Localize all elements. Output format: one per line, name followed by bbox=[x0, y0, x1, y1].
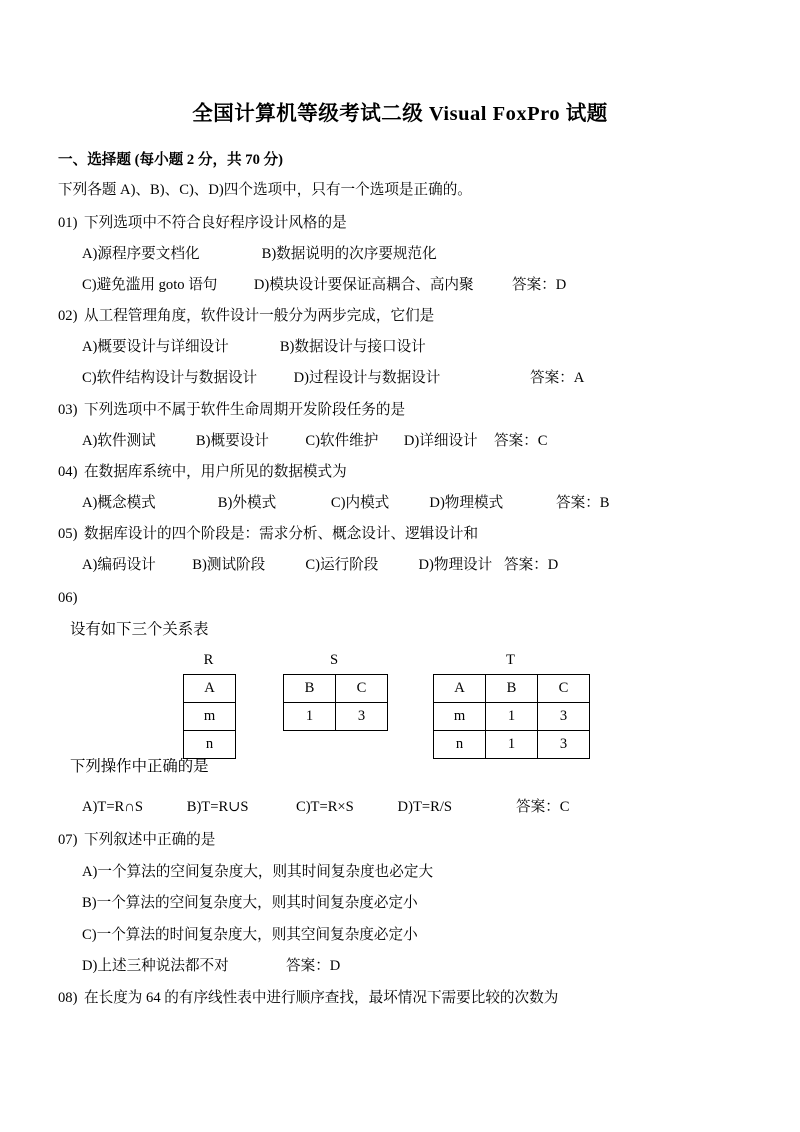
relation-s-label: S bbox=[329, 652, 339, 668]
question-03-answer: 答案：C bbox=[494, 433, 548, 449]
question-08-stem: 在长度为 64 的有序线性表中进行顺序查找，最坏情况下需要比较的次数为 bbox=[84, 990, 559, 1006]
relation-r-label: R bbox=[203, 652, 214, 668]
question-04-number: 04) bbox=[58, 464, 78, 480]
question-06-intro: 设有如下三个关系表 bbox=[70, 621, 209, 638]
question-04-stem: 在数据库系统中，用户所见的数据模式为 bbox=[84, 464, 347, 480]
relation-t-cell-1-0: n bbox=[434, 731, 486, 759]
question-01-options-row1: A)源程序要文档化 B)数据说明的次序要规范化 bbox=[82, 246, 437, 262]
question-08-number: 08) bbox=[58, 990, 78, 1006]
table-row bbox=[184, 731, 236, 759]
question-07-option-b: B)一个算法的空间复杂度大，则其时间复杂度必定小 bbox=[82, 895, 418, 911]
question-03-number: 03) bbox=[58, 402, 78, 418]
relation-t-label: T bbox=[506, 652, 515, 668]
question-07-answer: 答案：D bbox=[286, 958, 341, 974]
section-heading: 一、选择题 (每小题 2 分，共 70 分) bbox=[58, 152, 283, 168]
table-row bbox=[284, 675, 388, 703]
relation-r-header-a: A bbox=[184, 675, 236, 703]
question-07-option-a: A)一个算法的空间复杂度大，则其时间复杂度也必定大 bbox=[82, 864, 434, 880]
relation-t-cell-0-1: 1 bbox=[486, 703, 538, 731]
question-03-options-row1: A)软件测试 B)概要设计 C)软件维护 D)详细设计 bbox=[82, 433, 478, 449]
question-04-options-row1: A)概念模式 B)外模式 C)内模式 D)物理模式 bbox=[82, 495, 504, 511]
relation-r-table bbox=[183, 674, 236, 759]
question-02-answer: 答案：A bbox=[530, 370, 585, 386]
question-02-options-row2: C)软件结构设计与数据设计 D)过程设计与数据设计 bbox=[82, 370, 441, 386]
question-01-number: 01) bbox=[58, 215, 78, 231]
question-07-number: 07) bbox=[58, 832, 78, 848]
question-01-options-row2: C)避免滥用 goto 语句 D)模块设计要保证高耦合、高内聚 bbox=[82, 277, 474, 293]
relation-s-header-b: B bbox=[284, 675, 336, 703]
instruction-text: 下列各题 A)、B)、C)、D)四个选项中，只有一个选项是正确的。 bbox=[58, 182, 472, 198]
relation-t-table bbox=[433, 674, 590, 759]
question-04-answer: 答案：B bbox=[556, 495, 610, 511]
question-05-stem: 数据库设计的四个阶段是：需求分析、概念设计、逻辑设计和 bbox=[84, 526, 479, 542]
question-02-options-row1: A)概要设计与详细设计 B)数据设计与接口设计 bbox=[82, 339, 426, 355]
relation-r-cell-1-0: n bbox=[184, 731, 236, 759]
question-06-answer: 答案：C bbox=[516, 799, 570, 815]
relation-t-header-c: C bbox=[538, 675, 590, 703]
question-01-stem: 下列选项中不符合良好程序设计风格的是 bbox=[84, 215, 347, 231]
table-row bbox=[434, 731, 590, 759]
question-05-options-row1: A)编码设计 B)测试阶段 C)运行阶段 D)物理设计 bbox=[82, 557, 493, 573]
question-07-option-c: C)一个算法的时间复杂度大，则其空间复杂度必定小 bbox=[82, 927, 418, 943]
question-03-stem: 下列选项中不属于软件生命周期开发阶段任务的是 bbox=[84, 402, 406, 418]
relation-r-cell-0-0: m bbox=[184, 703, 236, 731]
table-row bbox=[434, 703, 590, 731]
relation-s-header-c: C bbox=[336, 675, 388, 703]
table-row bbox=[184, 675, 236, 703]
table-row bbox=[184, 703, 236, 731]
relation-s-table bbox=[283, 674, 388, 731]
question-05-answer: 答案：D bbox=[504, 557, 559, 573]
question-07-option-d: D)上述三种说法都不对 bbox=[82, 958, 229, 974]
relation-t-header-b: B bbox=[486, 675, 538, 703]
table-row bbox=[434, 675, 590, 703]
relation-s-cell-0-0: 1 bbox=[284, 703, 336, 731]
relation-s-cell-0-1: 3 bbox=[336, 703, 388, 731]
relation-t-header-a: A bbox=[434, 675, 486, 703]
relation-t-cell-1-1: 1 bbox=[486, 731, 538, 759]
question-06-number: 06) bbox=[58, 590, 78, 606]
question-05-number: 05) bbox=[58, 526, 78, 542]
page-title: 全国计算机等级考试二级 Visual FoxPro 试题 bbox=[192, 103, 608, 125]
relation-t-cell-0-2: 3 bbox=[538, 703, 590, 731]
question-06-options-row1: A)T=R∩S B)T=R∪S C)T=R×S D)T=R/S bbox=[82, 799, 453, 815]
relation-t-cell-1-2: 3 bbox=[538, 731, 590, 759]
table-row bbox=[284, 703, 388, 731]
question-02-number: 02) bbox=[58, 308, 78, 324]
relation-t-cell-0-0: m bbox=[434, 703, 486, 731]
question-01-answer: 答案：D bbox=[512, 277, 567, 293]
question-06-prompt: 下列操作中正确的是 bbox=[70, 758, 209, 775]
question-07-stem: 下列叙述中正确的是 bbox=[84, 832, 216, 848]
question-02-stem: 从工程管理角度，软件设计一般分为两步完成，它们是 bbox=[84, 308, 435, 324]
